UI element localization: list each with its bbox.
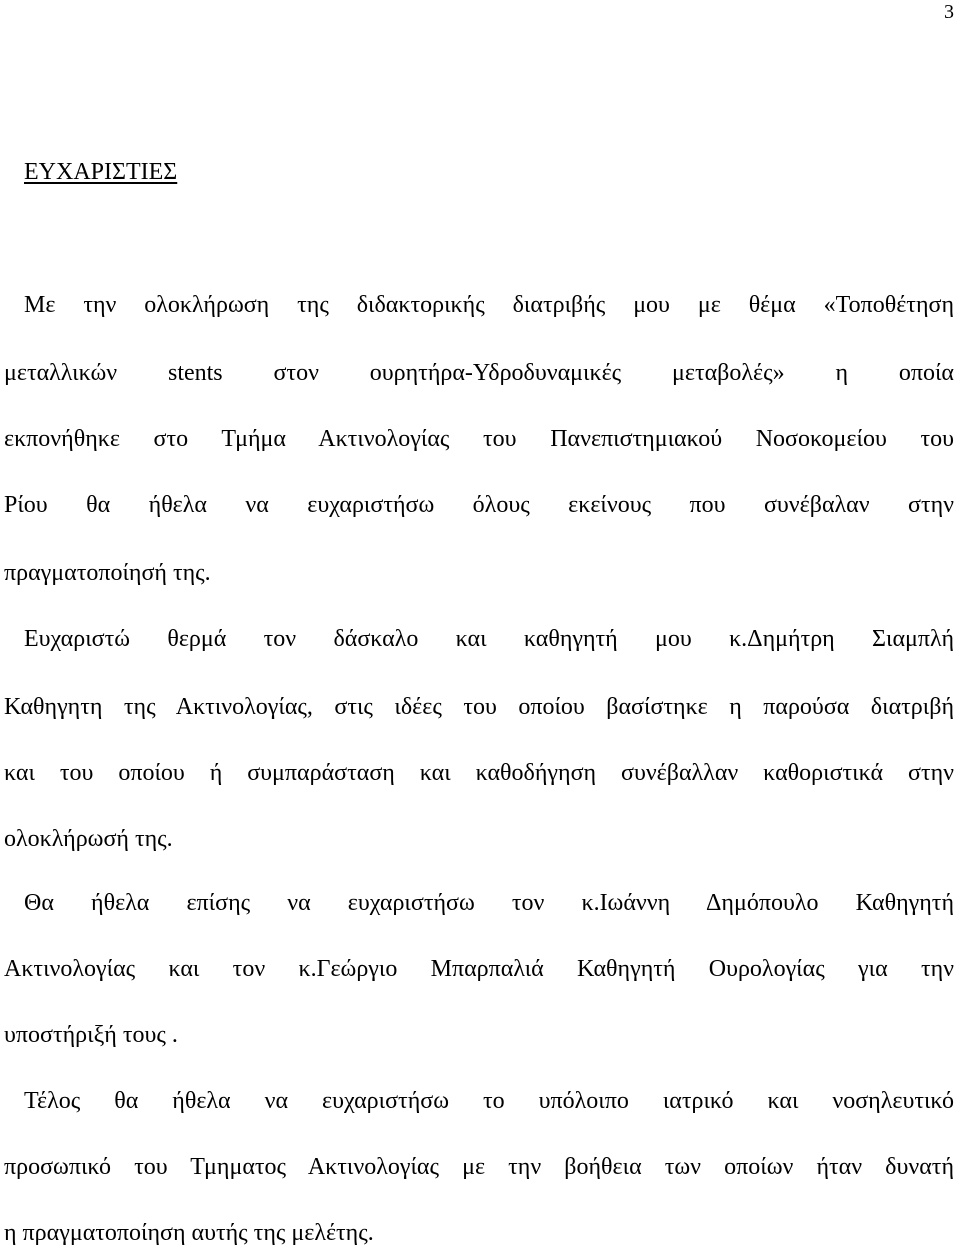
text-line: Ευχαριστώ θερμά τον δάσκαλο και καθηγητή μου κ.Δημήτρη Σιαμπλή bbox=[24, 626, 954, 652]
text-line: Τέλος θα ήθελα να ευχαριστήσω το υπόλοιπο ιατρικό και νοσηλευτικό bbox=[24, 1088, 954, 1114]
text-line: Με την ολοκλήρωση της διδακτορικής διατριβής μου με θέμα «Τοποθέτηση bbox=[24, 292, 954, 318]
text-line: μεταλλικών stents στον ουρητήρα-Υδροδυναμικές μεταβολές» η οποία bbox=[4, 360, 954, 386]
text-line: ολοκλήρωσή της. bbox=[4, 826, 173, 852]
text-line: Καθηγητη της Ακτινολογίας, στις ιδέες του οποίου βασίστηκε η παρούσα διατριβή bbox=[4, 694, 954, 720]
text-line: η πραγματοποίηση αυτής της μελέτης. bbox=[4, 1220, 374, 1246]
text-line: υποστήριξή τους . bbox=[4, 1022, 178, 1048]
text-line: Ακτινολογίας και τον κ.Γεώργιο Μπαρπαλιά Καθηγητή Ουρολογίας για την bbox=[4, 956, 954, 982]
text-line: Ρίου θα ήθελα να ευχαριστήσω όλους εκείνους που συνέβαλαν στην bbox=[4, 492, 954, 518]
page-number: 3 bbox=[944, 1, 954, 23]
text-line: Θα ήθελα επίσης να ευχαριστήσω τον κ.Ιωάννη Δημόπουλο Καθηγητή bbox=[24, 890, 954, 916]
text-line: πραγματοποίησή της. bbox=[4, 560, 211, 586]
text-line: και του οποίου ή συμπαράσταση και καθοδήγηση συνέβαλλαν καθοριστικά στην bbox=[4, 760, 954, 786]
page-heading: ΕΥΧΑΡΙΣΤΙΕΣ bbox=[24, 159, 178, 185]
text-line: προσωπικό του Τμηματος Ακτινολογίας με την βοήθεια των οποίων ήταν δυνατή bbox=[4, 1154, 954, 1180]
text-line: εκπονήθηκε στο Τμήμα Ακτινολογίας του Πανεπιστημιακού Νοσοκομείου του bbox=[4, 426, 954, 452]
